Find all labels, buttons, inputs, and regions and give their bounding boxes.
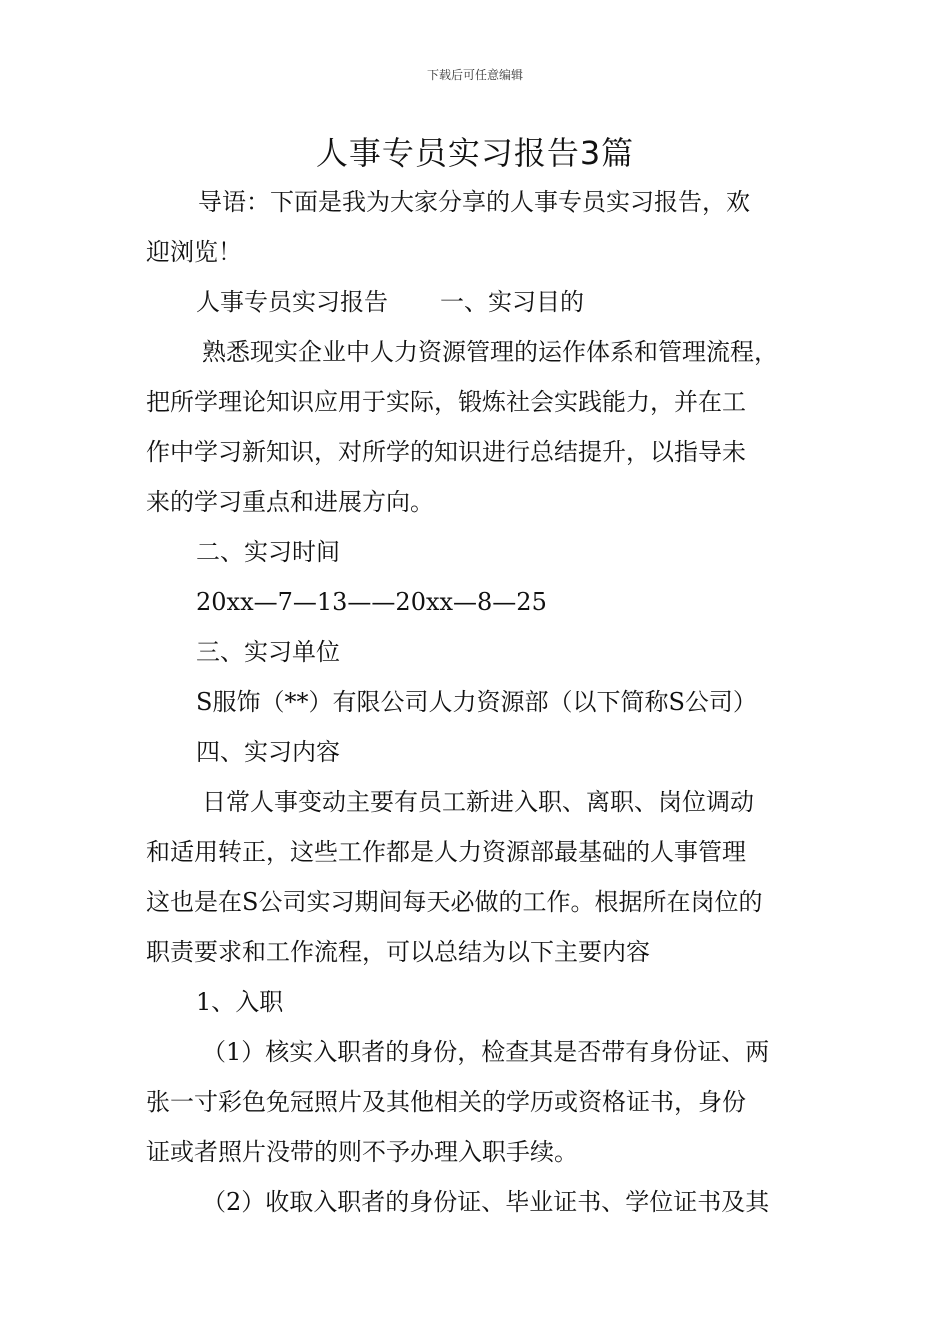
paragraph-line: 这也是在S公司实习期间每天必做的工作。根据所在岗位的 bbox=[146, 888, 763, 916]
purpose-heading: 一、实习目的 bbox=[440, 288, 584, 316]
internship-company: S服饰（**）有限公司人力资源部（以下简称S公司） bbox=[196, 688, 757, 716]
paragraph-line: （1）核实入职者的身份，检查其是否带有身份证、两 bbox=[202, 1038, 770, 1066]
section-heading: 二、实习时间 bbox=[196, 538, 340, 566]
paragraph-line: 把所学理论知识应用于实际，锻炼社会实践能力，并在工 bbox=[146, 388, 746, 416]
document-title: 人事专员实习报告3篇 bbox=[315, 134, 635, 172]
paragraph-line: 和适用转正，这些工作都是人力资源部最基础的人事管理 bbox=[146, 838, 746, 866]
document-body bbox=[146, 177, 810, 1227]
subsection-heading: 1、入职 bbox=[196, 988, 284, 1016]
paragraph-line: （2）收取入职者的身份证、毕业证书、学位证书及其 bbox=[202, 1188, 770, 1216]
section-heading: 四、实习内容 bbox=[196, 738, 340, 766]
paragraph-line: 作中学习新知识，对所学的知识进行总结提升，以指导未 bbox=[146, 438, 746, 466]
section-heading: 三、实习单位 bbox=[196, 638, 340, 666]
report-name: 人事专员实习报告 bbox=[196, 288, 388, 316]
paragraph-line: 熟悉现实企业中人力资源管理的运作体系和管理流程， bbox=[202, 338, 778, 366]
intro-line: 导语：下面是我为大家分享的人事专员实习报告，欢 bbox=[198, 188, 750, 216]
paragraph-line: 张一寸彩色免冠照片及其他相关的学历或资格证书，身份 bbox=[146, 1088, 746, 1116]
paragraph-line: 来的学习重点和进展方向。 bbox=[146, 488, 434, 516]
internship-period: 20xx—7—13——20xx—8—25 bbox=[196, 588, 547, 616]
paragraph-line: 证或者照片没带的则不予办理入职手续。 bbox=[146, 1138, 578, 1166]
header-note: 下载后可任意编辑 bbox=[426, 68, 523, 82]
paragraph-line: 职责要求和工作流程，可以总结为以下主要内容 bbox=[146, 938, 650, 966]
section-line bbox=[146, 277, 810, 327]
intro-line: 迎浏览！ bbox=[146, 238, 242, 266]
paragraph-line: 日常人事变动主要有员工新进入职、离职、岗位调动 bbox=[202, 788, 754, 816]
